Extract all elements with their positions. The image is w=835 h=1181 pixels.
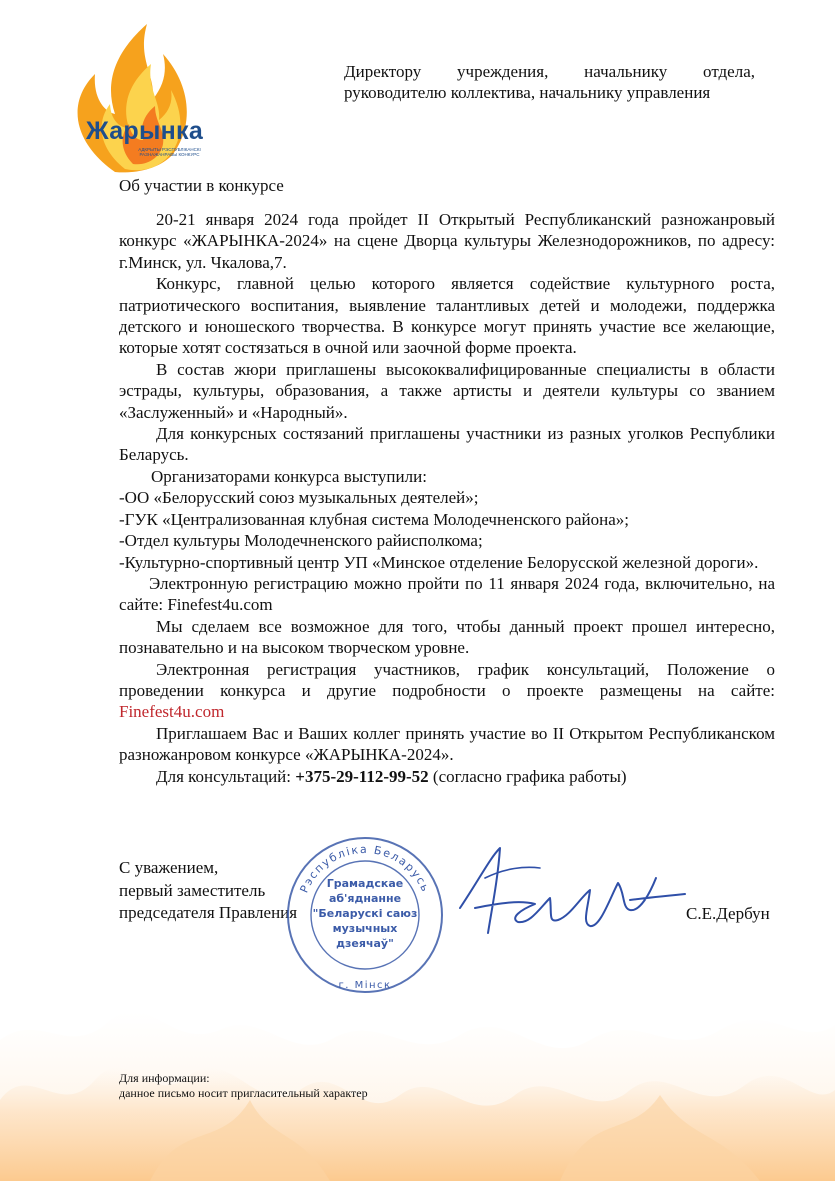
- paragraph-invitation: Приглашаем Вас и Ваших коллег принять участие во II Открытом Республиканском разножанровом конкурсе «ЖАРЫНКА-2024».: [119, 723, 775, 765]
- official-stamp: [285, 835, 445, 995]
- paragraph-jury: В состав жюри приглашены высококвалифицированные специалисты в области эстрады, культуры, образования, а также артисты и деятели культуры со званием «Заслуженный» и «Народный».: [119, 359, 775, 422]
- handwritten-signature: [440, 838, 690, 948]
- stamp-line: дзеячаў": [336, 937, 394, 950]
- addressee-line-1: Директору учреждения, начальнику отдела,: [344, 62, 755, 81]
- logo-title: Жарынка: [86, 117, 204, 145]
- stamp-line: музычных: [332, 922, 398, 935]
- paragraph-dates: 20-21 января 2024 года пройдет II Открытый Республиканский разножанровый конкурс «ЖАРЫНКА-2024» на сцене Дворца культуры Железнодорожников, по адресу: г.Минск, ул. Чкалова,7.: [119, 210, 775, 272]
- website-link[interactable]: Finefest4u.com: [119, 702, 225, 722]
- organizer-item: -Культурно-спортивный центр УП «Минское отделение Белорусской железной дороги».: [119, 552, 759, 572]
- letter-body: [119, 209, 775, 787]
- phone-number[interactable]: +375-29-112-99-52: [295, 766, 429, 786]
- signer-position-line-1: первый заместитель: [119, 880, 266, 900]
- signature-block: [119, 857, 297, 925]
- closing-regards: С уважением,: [119, 858, 219, 877]
- consultations-note: (согласно графика работы): [428, 766, 627, 786]
- signer-name: С.Е.Дербун: [686, 904, 770, 923]
- signer-position-line-2: председателя Правления: [119, 903, 298, 922]
- paragraph-quality: Мы сделаем все возможное для того, чтобы данный проект прошел интересно, познавательно и на высоком творческом уровне.: [119, 616, 775, 658]
- addressee-line-2: руководителю коллектива, начальнику управления: [344, 83, 711, 102]
- organizer-item: -ГУК «Централизованная клубная система Молодечненского района»;: [119, 509, 629, 529]
- consultations-label: Для консультаций:: [156, 766, 296, 786]
- stamp-outer-top-text: Рэспубліка Беларусь: [297, 842, 433, 895]
- paragraph-website: [119, 659, 775, 723]
- paragraph-consultations: [119, 766, 775, 787]
- paragraph-organizers-intro: Организаторами конкурса выступили:: [151, 466, 427, 486]
- organizer-item: -ОО «Белорусский союз музыкальных деятелей»;: [119, 488, 479, 508]
- footer-note: [119, 1071, 368, 1100]
- organizer-item: -Отдел культуры Молодечненского райисполкома;: [119, 531, 483, 551]
- addressee-block: [344, 61, 755, 103]
- letter-subject: Об участии в конкурсе: [119, 176, 284, 195]
- paragraph-registration: Электронную регистрацию можно пройти по 11 января 2024 года, включительно, на сайте: Finefest4u.com: [119, 573, 775, 615]
- stamp-outer-bottom-text: г. Мінск: [338, 980, 392, 991]
- paragraph-goal: Конкурс, главной целью которого является содействие культурного роста, патриотического воспитания, выявление талантливых детей и молодежи, поддержка детского и юношеского творчества. В конкурсе могут принять участие все желающие, которые хотят состязаться в очной или заочной форме проекта.: [119, 274, 775, 358]
- footer-line-1: Для информации:: [119, 1071, 210, 1085]
- stamp-line: аб'яднанне: [328, 892, 402, 905]
- stamp-line: Грамадскае: [326, 877, 404, 890]
- logo-subtitle: АДКРЫТЫ РЭСПУБЛІКАНСКІ РАЗНАЖАНРАВЫ КОНКУРС: [138, 147, 201, 157]
- footer-line-2: данное письмо носит пригласительный характер: [119, 1085, 368, 1100]
- paragraph-participants: Для конкурсных состязаний приглашены участники из разных уголков Республики Беларусь.: [119, 424, 775, 465]
- paragraph-website-text: Электронная регистрация участников, график консультаций, Положение о проведении конкурса и другие подробности о проекте размещены на сайте:: [119, 659, 775, 700]
- stamp-line: "Беларускі саюз: [312, 907, 418, 920]
